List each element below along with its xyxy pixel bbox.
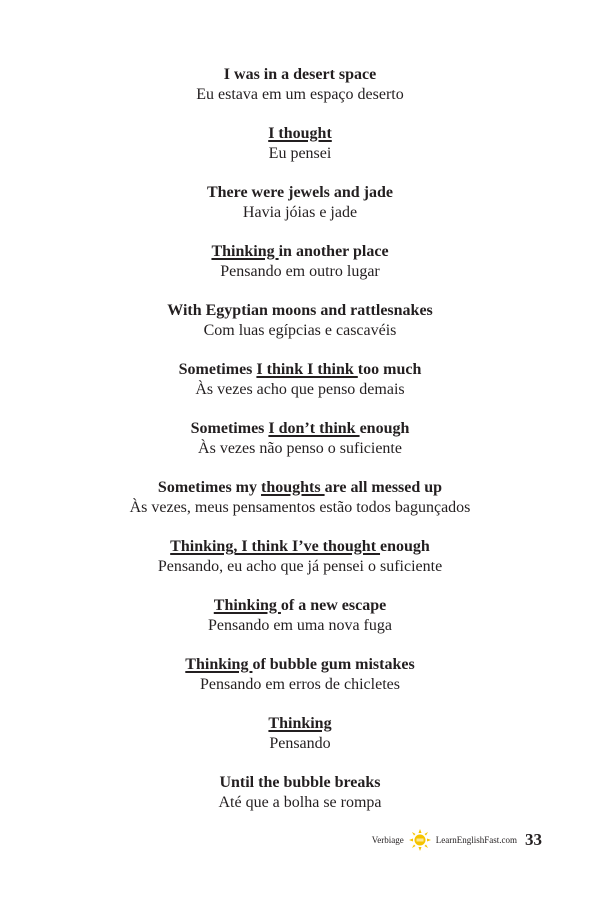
english-line xyxy=(0,360,600,380)
english-line xyxy=(0,714,600,734)
english-line xyxy=(0,537,600,557)
english-line xyxy=(0,655,600,675)
portuguese-line: Pensando em uma nova fuga xyxy=(208,617,392,634)
english-line xyxy=(0,242,600,262)
english-line xyxy=(0,773,600,793)
english-line xyxy=(0,124,600,144)
english-phrase: enough xyxy=(359,420,410,437)
portuguese-line: Pensando, eu acho que já pensei o suficiente xyxy=(157,558,443,575)
verse-block xyxy=(0,655,600,694)
verse-block xyxy=(0,242,600,281)
verse-block xyxy=(0,360,600,399)
english-phrase: With Egyptian moons and rattlesnakes xyxy=(167,302,433,319)
verse-block xyxy=(0,301,600,340)
underlined-phrase: Thinking xyxy=(213,597,281,614)
verse-block xyxy=(0,596,600,635)
english-phrase: too much xyxy=(357,361,422,378)
underlined-phrase: Thinking, I think I’ve thought xyxy=(170,538,381,555)
portuguese-line: Eu estava em um espaço deserto xyxy=(196,86,404,103)
portuguese-line: Pensando xyxy=(269,735,331,752)
underlined-phrase: thoughts xyxy=(261,479,325,496)
english-phrase: I was in a desert space xyxy=(223,66,377,83)
english-phrase: Sometimes my xyxy=(157,479,262,496)
english-line xyxy=(0,65,600,85)
portuguese-line: Às vezes acho que penso demais xyxy=(195,381,405,398)
verse-block xyxy=(0,773,600,812)
portuguese-line: Às vezes não penso o suficiente xyxy=(198,440,402,457)
portuguese-line: Até que a bolha se rompa xyxy=(218,794,382,811)
english-phrase: of a new escape xyxy=(280,597,387,614)
english-phrase: Until the bubble breaks xyxy=(219,774,381,791)
underlined-phrase: Thinking xyxy=(185,656,253,673)
portuguese-line: Pensando em outro lugar xyxy=(220,263,380,280)
footer-site: LearnEnglishFast.com xyxy=(435,835,517,845)
english-phrase: are all messed up xyxy=(324,479,443,496)
english-phrase: Sometimes xyxy=(178,361,257,378)
english-phrase: Sometimes xyxy=(190,420,269,437)
sun-icon xyxy=(409,829,431,851)
english-phrase: in another place xyxy=(278,243,389,260)
verse-block xyxy=(0,419,600,458)
underlined-phrase: I don’t think xyxy=(268,420,360,437)
underlined-phrase: I think I think xyxy=(256,361,358,378)
footer-brand: Verbiage xyxy=(371,835,404,845)
verse-block xyxy=(0,183,600,222)
underlined-phrase: Thinking xyxy=(211,243,279,260)
portuguese-line: Havia jóias e jade xyxy=(242,204,358,221)
english-phrase: enough xyxy=(380,538,430,555)
page-number: 33 xyxy=(525,830,542,849)
lyrics xyxy=(0,65,600,832)
portuguese-line: Eu pensei xyxy=(268,145,332,162)
english-line xyxy=(0,419,600,439)
verse-block xyxy=(0,537,600,576)
english-line xyxy=(0,596,600,616)
portuguese-line: Com luas egípcias e cascavéis xyxy=(203,322,397,339)
portuguese-line: Às vezes, meus pensamentos estão todos bagunçados xyxy=(129,499,471,516)
page-footer xyxy=(372,828,542,852)
english-line xyxy=(0,301,600,321)
verse-block xyxy=(0,478,600,517)
verse-block xyxy=(0,714,600,753)
underlined-phrase: I thought xyxy=(268,125,332,142)
portuguese-line: Pensando em erros de chicletes xyxy=(200,676,400,693)
english-phrase: There were jewels and jade xyxy=(206,184,394,201)
english-phrase: of bubble gum mistakes xyxy=(252,656,415,673)
english-line xyxy=(0,478,600,498)
verse-block xyxy=(0,124,600,163)
verse-block xyxy=(0,65,600,104)
english-line xyxy=(0,183,600,203)
underlined-phrase: Thinking xyxy=(268,715,332,732)
